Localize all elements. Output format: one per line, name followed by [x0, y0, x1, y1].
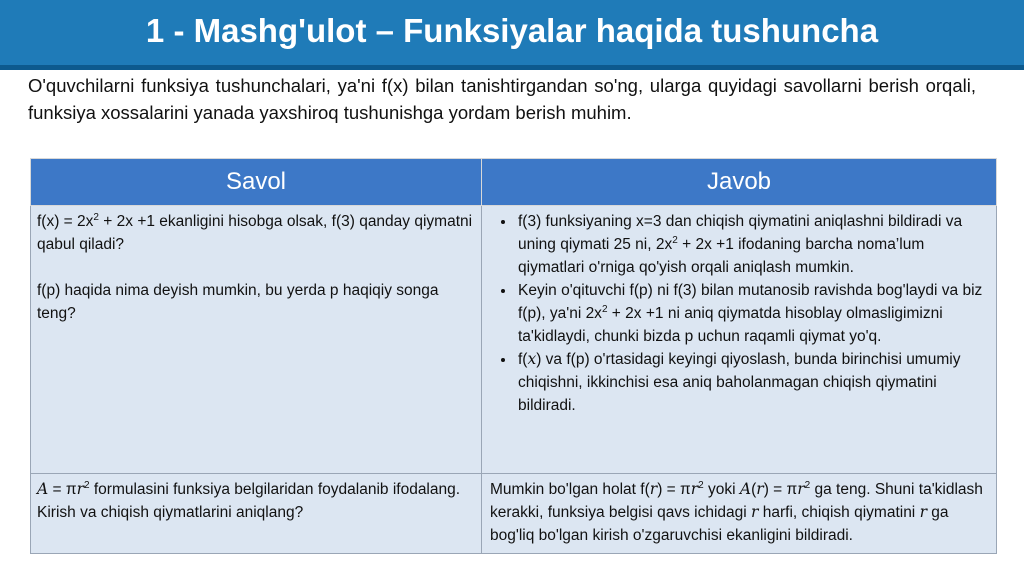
answer-bullet-2: • Keyin o'qituvchi f(p) ni f(3) bilan mutanosib ravishda bog'laydi va biz f(p), ya'ni $2x^2 + 2x +1$ ni aniq qiymatda hisoblay olmasligimizni ta'kidlaydi, chunki bizda p uchun raqamli qiymat yo'q.: [516, 279, 990, 348]
question-cell-1: [31, 206, 482, 474]
table-row: [31, 206, 997, 474]
question-1: $f(x) = 2x^2 + 2x +1$ ekanligini hisobga olsak, f(3) qanday qiymatni qabul qiladi?: [37, 211, 473, 253]
title-bar-strip: [0, 65, 1024, 70]
question-3: $A = \pi r^2$ formulasini funksiya belgilaridan foydalanib ifodalang. Kirish va chiqish qiymatlarini aniqlang?: [37, 479, 461, 521]
answer-cell-2: [482, 474, 997, 554]
answer-3: Mumkin bo'lgan holat $f(r) = \pi r^2$ yoki $A(r) = \pi r^2$ ga teng. Shuni ta'kidlash kerakki, funksiya belgisi qavs ichidagi r harfi, chiqish qiymatini r ga bog'liq bo'lgan kirish o'zgaruvchisi ekanligini bildiradi.: [490, 479, 983, 544]
table-row: [31, 474, 997, 554]
answer-list: [490, 210, 990, 417]
intro-paragraph: O'quvchilarni funksiya tushunchalari, ya'ni f(x) bilan tanishtirgandan so'ng, ularga quyidagi savollarni berish orqali, funksiya xossalarini yanada yaxshiroq tushunishga yordam berish muhim.: [28, 75, 976, 123]
question-2: f(p) haqida nima deyish mumkin, bu yerda p haqiqiy songa teng?: [37, 282, 439, 322]
answer-cell-1: [482, 206, 997, 474]
header-javob: Javob: [482, 159, 997, 206]
table-header-row: [31, 159, 997, 206]
answer-bullet-3: • f(x) va f(p) o'rtasidagi keyingi qiyoslash, bunda birinchisi umumiy chiqishni, ikkinchisi esa aniq baholanmagan chiqish qiymatini bildiradi.: [516, 348, 990, 417]
header-savol: Savol: [31, 159, 482, 206]
title-bar: [0, 0, 1024, 70]
qa-table: [30, 158, 997, 554]
slide-title: 1 - Mashg'ulot – Funksiyalar haqida tushuncha: [145, 12, 879, 49]
answer-bullet-1: • f(3) funksiyaning x=3 dan chiqish qiymatini aniqlashni bildiradi va uning qiymati 25 ni, $2x^2 + 2x +1$ ifodaning barcha noma’lum qiymatlari o'rniga qo'yish orqali aniqlash mumkin.: [516, 210, 990, 279]
question-cell-2: [31, 474, 482, 554]
